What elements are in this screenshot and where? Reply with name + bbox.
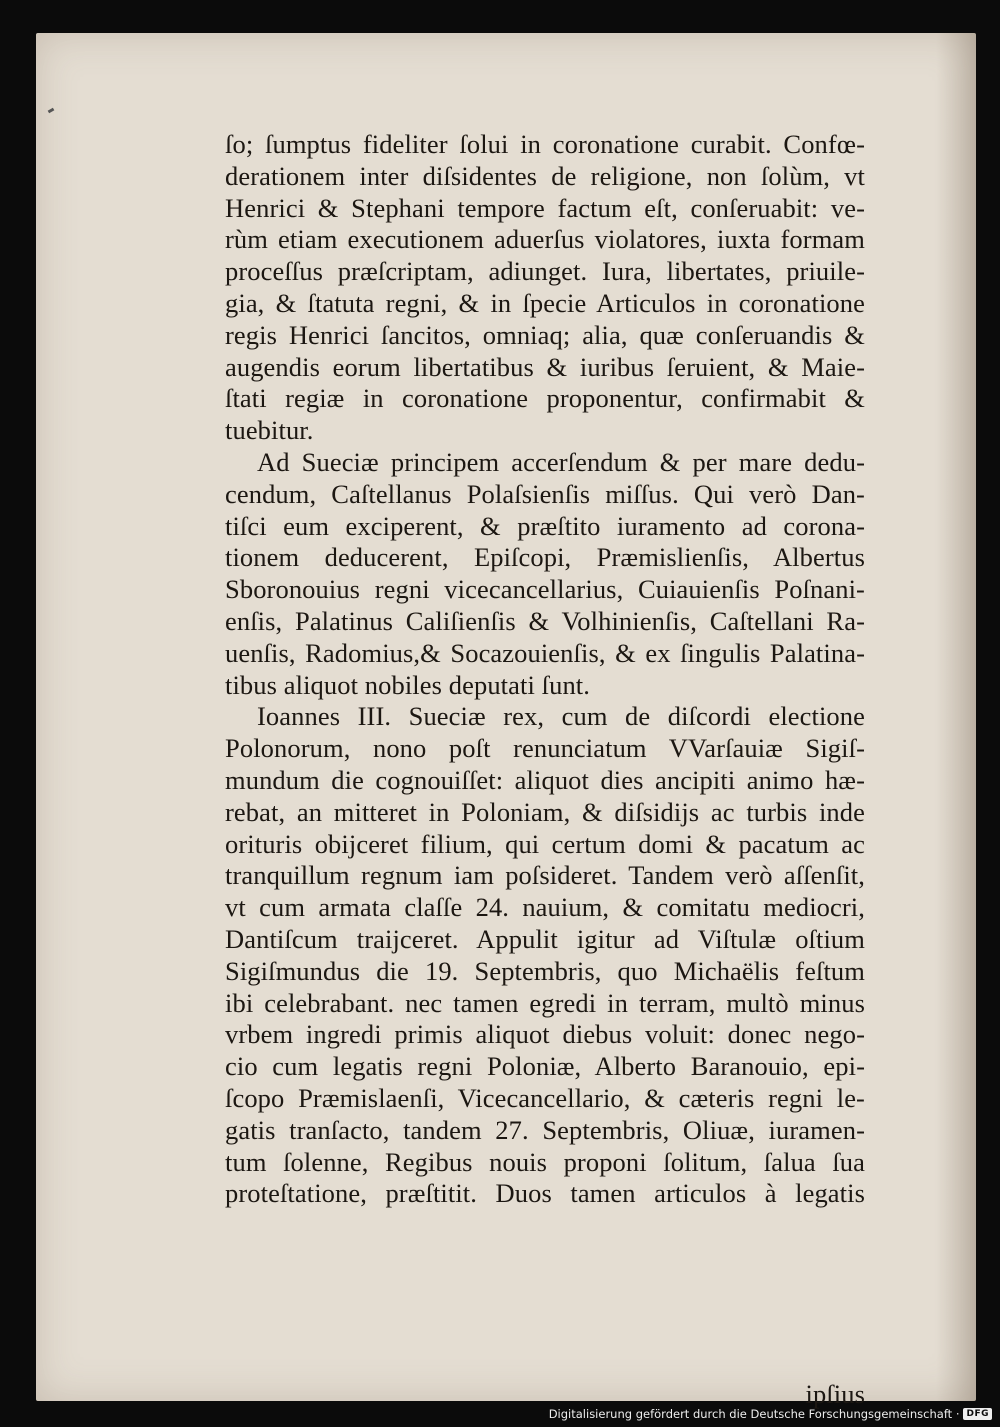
dfg-logo: DFG bbox=[963, 1408, 992, 1420]
text-line: augendis eorum libertatibus & iuribus ſeruient, & Maie- bbox=[225, 351, 865, 382]
text-line: derationem inter diſsidentes de religione, non ſolùm, vt bbox=[225, 160, 865, 191]
text-line: Polonorum, nono poſt renunciatum VVarſauiæ Sigiſ- bbox=[225, 733, 865, 764]
text-line: tranquillum regnum iam poſsideret. Tandem verò aſſenſit, bbox=[225, 860, 865, 891]
text-line: tionem deducerent, Epiſcopi, Præmislienſis, Albertus bbox=[225, 542, 865, 573]
text-line: gatis tranſacto, tandem 27. Septembris, Oliuæ, iuramen- bbox=[225, 1114, 865, 1145]
text-line: ſtati regiæ in coronatione proponentur, confirmabit & bbox=[225, 383, 865, 414]
text-line: ibi celebrabant. nec tamen egredi in terram, multò minus bbox=[225, 987, 865, 1018]
text-line: tibus aliquot nobiles deputati ſunt. bbox=[225, 669, 590, 700]
text-line: Sboronouius regni vicecancellarius, Cuiauienſis Poſnani- bbox=[225, 574, 865, 605]
digitization-footer bbox=[549, 1405, 992, 1423]
text-line: vrbem ingredi primis aliquot diebus voluit: donec nego- bbox=[225, 1019, 865, 1050]
paragraph bbox=[225, 447, 865, 701]
text-line: orituris obijceret filium, qui certum domi & pacatum ac bbox=[225, 828, 865, 859]
body-text bbox=[225, 129, 865, 1409]
text-line: proteſtatione, præſtitit. Duos tamen articulos à legatis bbox=[225, 1178, 865, 1209]
text-line: cio cum legatis regni Poloniæ, Alberto Baranouio, epi- bbox=[225, 1051, 865, 1082]
text-line: proceſſus præſcriptam, adiunget. Iura, libertates, priuile- bbox=[225, 256, 865, 287]
text-line: enſis, Palatinus Caliſienſis & Volhinienſis, Caſtellani Ra- bbox=[225, 605, 865, 636]
paragraph bbox=[225, 701, 865, 1210]
text-line: regis Henrici ſancitos, omniaq; alia, quæ conſeruandis & bbox=[225, 319, 865, 350]
margin-mark bbox=[48, 108, 55, 114]
text-line: Ad Sueciæ principem accerſendum & per mare dedu- bbox=[257, 446, 865, 477]
text-line: gia, & ſtatuta regni, & in ſpecie Articulos in coronatione bbox=[225, 287, 865, 318]
text-line: tiſci eum exciperent, & præſtito iuramento ad corona- bbox=[225, 510, 865, 541]
text-line: Sigiſmundus die 19. Septembris, quo Michaëlis feſtum bbox=[225, 955, 865, 986]
catchword: ipſius bbox=[805, 1379, 865, 1409]
text-line: vt cum armata claſſe 24. nauium, & comitatu mediocri, bbox=[225, 892, 865, 923]
text-line: uenſis, Radomius,& Socazouienſis, & ex ſingulis Palatina- bbox=[225, 637, 865, 668]
document-page bbox=[36, 33, 976, 1409]
paragraph bbox=[225, 129, 865, 447]
text-line: cendum, Caſtellanus Polaſsienſis miſſus. Qui verò Dan- bbox=[225, 478, 865, 509]
text-line: rebat, an mitteret in Poloniam, & diſsidijs ac turbis inde bbox=[225, 796, 865, 827]
text-line: rùm etiam executionem aduerſus violatores, iuxta formam bbox=[225, 224, 865, 255]
text-line: mundum die cognouiſſet: aliquot dies ancipiti animo hæ- bbox=[225, 764, 865, 795]
text-line: ſo; ſumptus fideliter ſolui in coronatione curabit. Confœ- bbox=[225, 129, 865, 159]
footer-credit: Digitalisierung gefördert durch die Deutsche Forschungsgemeinschaft · bbox=[548, 1407, 960, 1421]
text-line: Dantiſcum traijceret. Appulit igitur ad Viſtulæ oſtium bbox=[225, 923, 865, 954]
text-line: Henrici & Stephani tempore factum eſt, conſeruabit: ve- bbox=[225, 192, 865, 223]
text-line: ſcopo Præmislaenſi, Vicecancellario, & cæteris regni le- bbox=[225, 1082, 865, 1113]
text-line: tuebitur. bbox=[225, 415, 314, 446]
text-line: tum ſolenne, Regibus nouis proponi ſolitum, ſalua ſua bbox=[225, 1146, 865, 1177]
text-line: Ioannes III. Sueciæ rex, cum de diſcordi electione bbox=[257, 701, 865, 732]
